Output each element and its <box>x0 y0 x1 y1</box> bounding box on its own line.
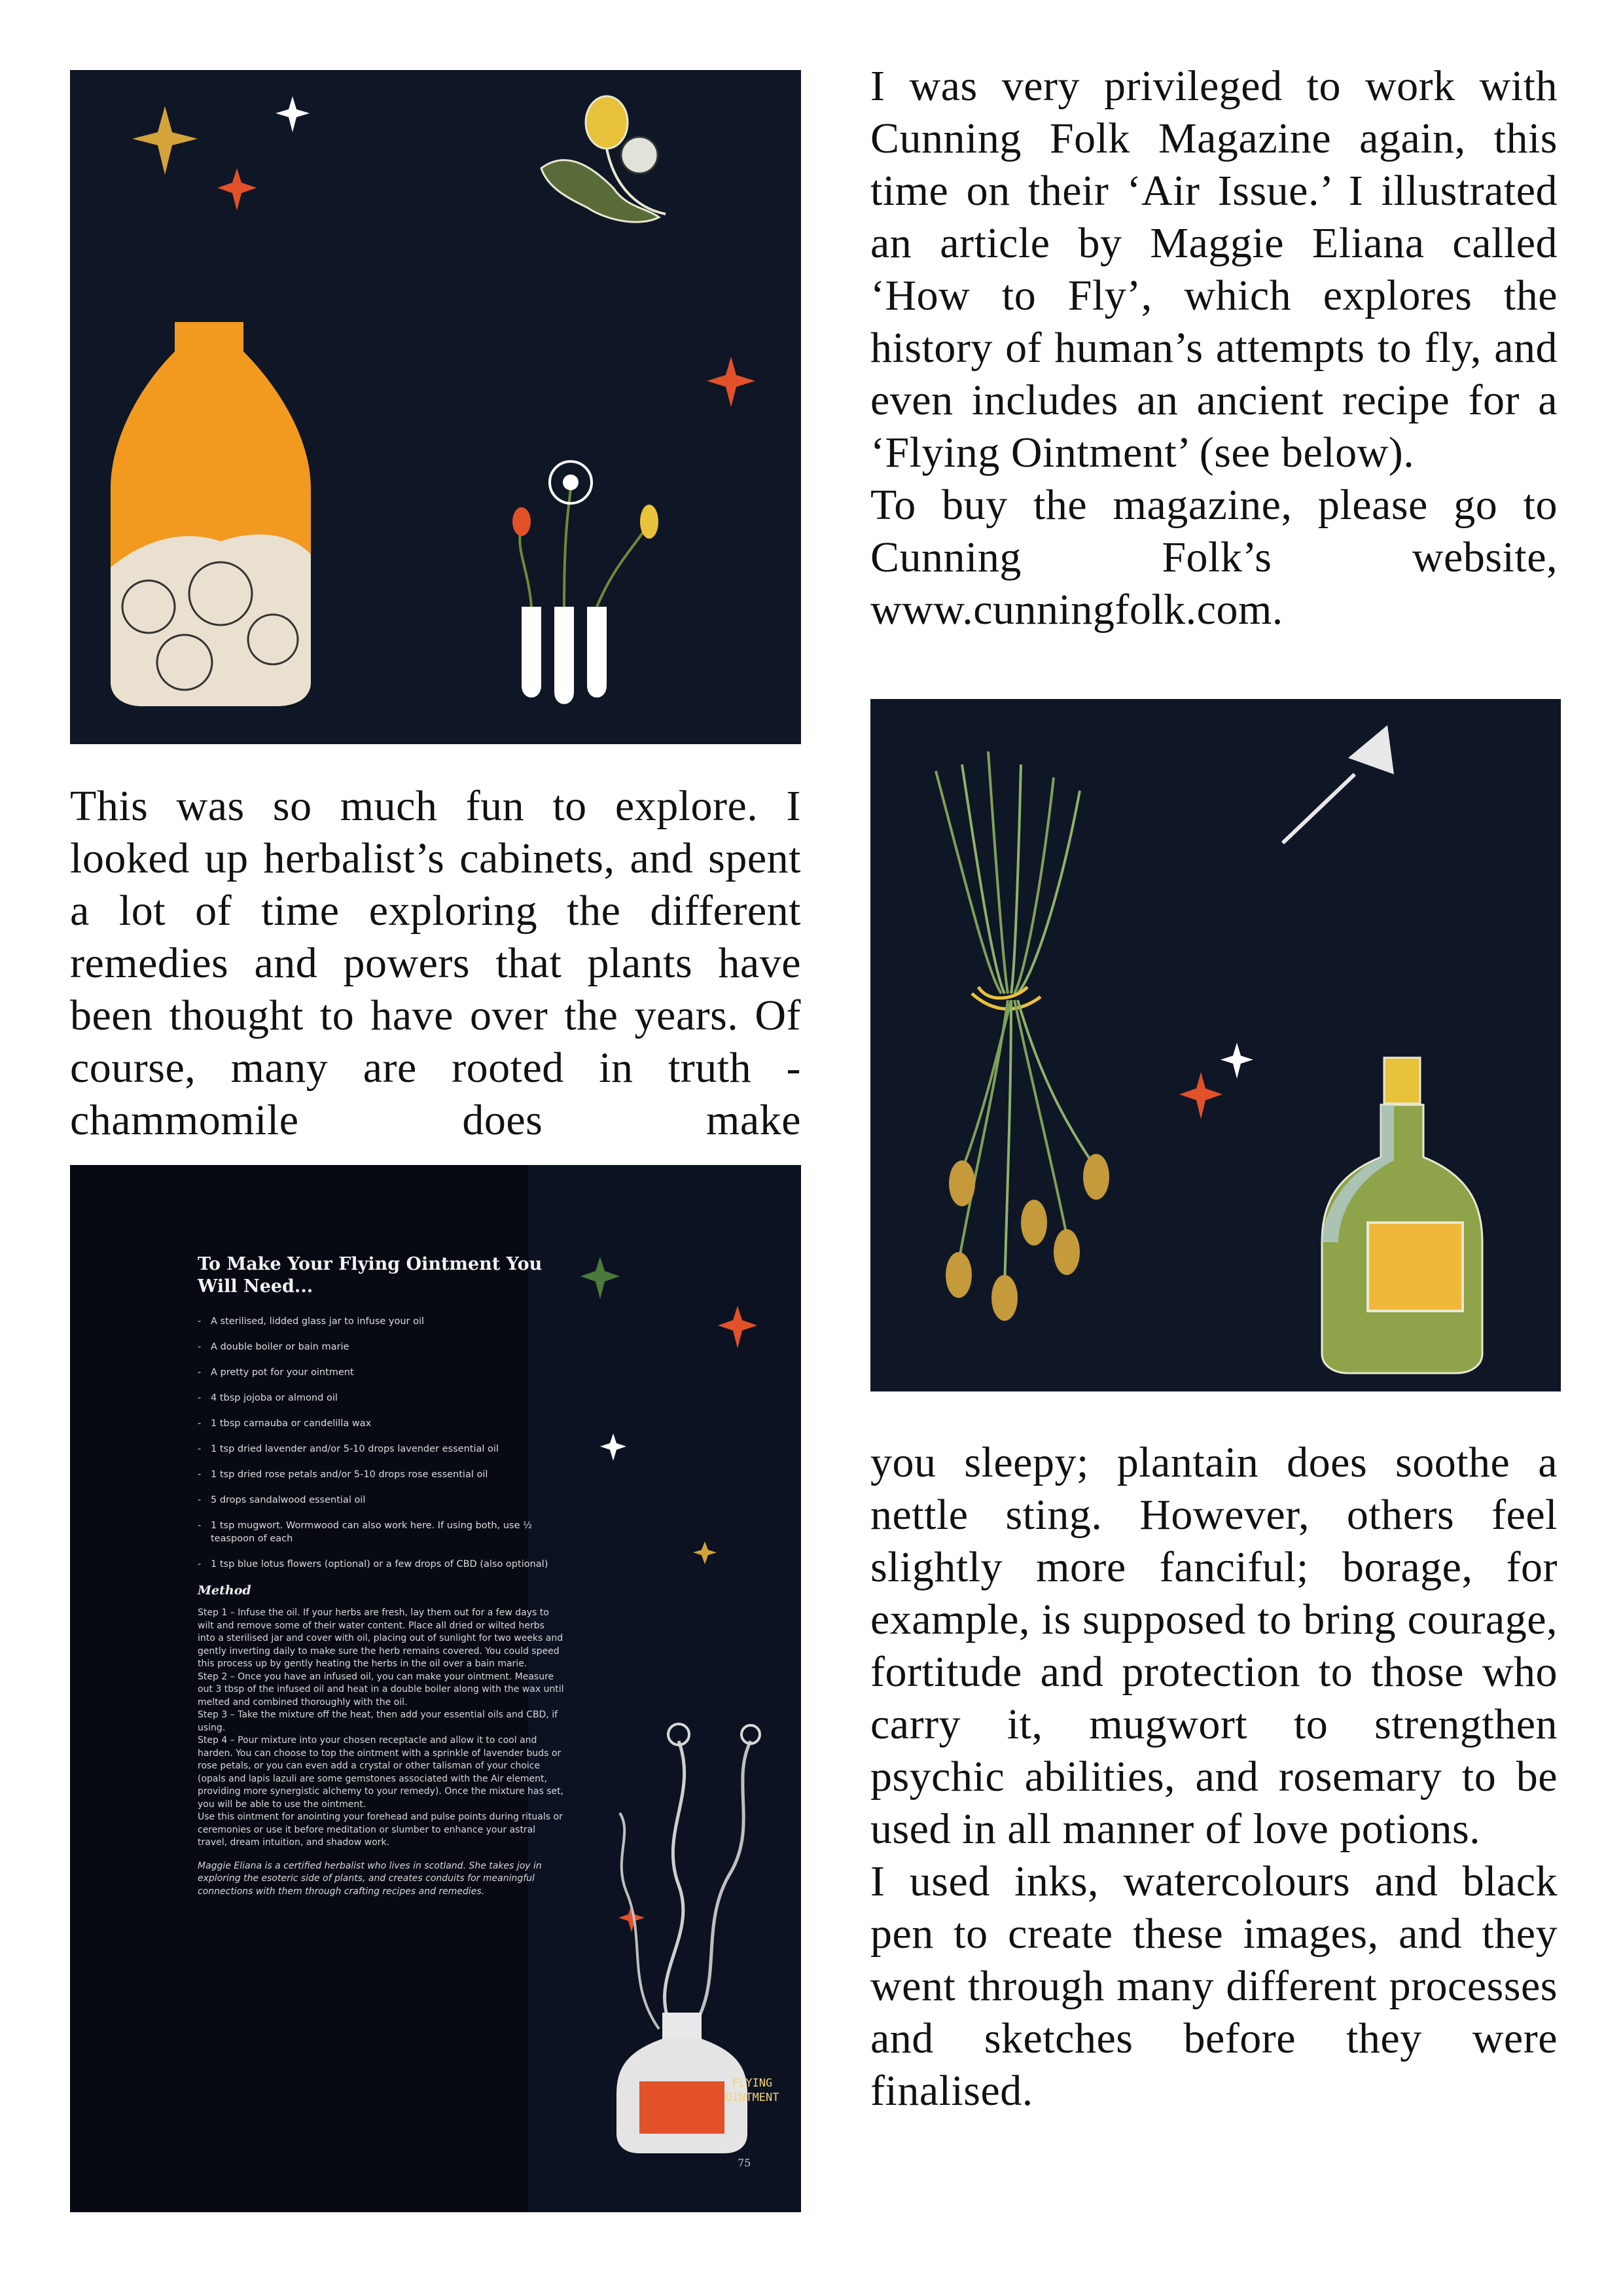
exploration-text: This was so much fun to explore. I looked up herbalist’s cabinets, and spent a lot of time exploring the different remedies and powers that plants have been thought to have over the years. Of course, many are rooted in truth - chammomile does make <box>70 782 801 1144</box>
list-item: - 1 tsp dried lavender and/or 5-10 drops lavender essential oil <box>198 1443 564 1456</box>
list-item: - 1 tbsp carnauba or candelilla wax <box>198 1417 564 1430</box>
method-heading: Method <box>198 1583 251 1598</box>
feather-pen-icon <box>1283 725 1394 843</box>
magazine-page-recipe <box>70 1165 801 2212</box>
white-star-icon <box>276 96 310 132</box>
purchase-text: To buy the magazine, please go to Cunning Folk’s website, www.cunningfolk.com. <box>870 481 1558 634</box>
list-item: - 1 tsp mugwort. Wormwood can also work here. If using both, use ½ teaspoon of each <box>198 1519 564 1545</box>
green-bottle-icon <box>1322 1058 1482 1373</box>
exploration-paragraph <box>70 780 801 1147</box>
materials-text: I used inks, watercolours and black pen to create these images, and they went through many different processes and sketches before they were finalised. <box>870 1857 1558 2115</box>
remedies-paragraph <box>870 1437 1558 2117</box>
remedies-text: you sleepy; plantain does soothe a nettle sting. However, others feel slightly more fanciful; borage, for example, is supposed to bring courage, fortitude and protection to those who carry it, mugwort to strengthen psychic abilities, and rosemary to be used in all manner of love potions. <box>870 1439 1558 1853</box>
list-item: - 5 drops sandalwood essential oil <box>198 1494 564 1507</box>
jar-label: FLYING OINTMENT <box>725 2077 779 2104</box>
recipe-title: To Make Your Flying Ointment You Will Need... <box>198 1254 543 1297</box>
red-star-icon <box>217 168 257 211</box>
list-item: - A sterilised, lidded glass jar to infuse your oil <box>198 1315 564 1328</box>
bottle-flowers-artwork <box>70 70 801 744</box>
author-bio: Maggie Eliana is a certified herbalist who lives in scotland. She takes joy in exploring the esoteric side of plants, and creates conduits for meaningful connections with them through crafting recipes and remedies. <box>198 1860 542 1897</box>
list-item: - 4 tbsp jojoba or almond oil <box>198 1391 564 1405</box>
page-number: 75 <box>738 2157 751 2169</box>
list-item: - 1 tsp blue lotus flowers (optional) or a few drops of CBD (also optional) <box>198 1558 564 1571</box>
method-steps: Step 1 – Infuse the oil. If your herbs are fresh, lay them out for a few days to wilt and remove some of their water content. Place all dried or wilted herbs into a sterilised jar and cover with oil, placing out of sunlight for two weeks and gently inverting daily to make sure the herb remains covered. You could speed this process up by gently heating the herbs in the oil over a bain marie. Step 2 – Once you have an infused oil, you can make your ointment. Measure out 3 tbsp of the infused oil and heat in a double boiler along with the wax until melted and combined thoroughly with the oil. Step 3 – Take the mixture off the heat, then add your essential oils and CBD, if using. Step 4 – Pour mixture into your chosen receptacle and allow it to cool and harden. You can choose to top the ointment with a sprinkle of lavender buds or rose petals, or you can even add a crystal or other talisman of your choice (opals and lapis lazuli are some gemstones associated with the Air element, providing more synergistic alchemy to your remedy). Once the mixture has set, you will be able to use the ointment. Use this ointment for anointing your forehead and pulse points during rituals or ceremonies or use it before meditation or slumber to enhance your astral travel, dream intuition, and shadow work. <box>198 1607 564 1848</box>
orange-bottle-icon <box>111 322 311 706</box>
gold-star-icon <box>132 106 198 175</box>
list-item: - A double boiler or bain marie <box>198 1340 564 1354</box>
herb-bundle-artwork <box>870 699 1561 1391</box>
intro-paragraph <box>870 60 1558 636</box>
illustration-herb-bundle <box>870 699 1561 1391</box>
intro-text: I was very privileged to work with Cunning Folk Magazine again, this time on their ‘Air Issue.’ I illustrated an article by Maggie Eliana called ‘How to Fly’, which explores the history of human’s attempts to fly, and even includes an ancient recipe for a ‘Flying Ointment’ (see below). <box>870 62 1558 476</box>
list-item: - A pretty pot for your ointment <box>198 1366 564 1379</box>
red-star-icon <box>707 357 755 407</box>
herb-bundle-icon <box>936 751 1109 1321</box>
illustration-bottle-flowers <box>70 70 801 744</box>
recipe-content <box>198 1253 564 1898</box>
oak-leaf-acorn-icon <box>541 96 666 222</box>
list-item: - 1 tsp dried rose petals and/or 5-10 drops rose essential oil <box>198 1468 564 1481</box>
white-star-icon <box>1221 1043 1253 1079</box>
test-tubes-flowers-icon <box>512 461 658 704</box>
red-star-icon <box>1179 1072 1222 1119</box>
ingredient-list <box>198 1315 564 1571</box>
